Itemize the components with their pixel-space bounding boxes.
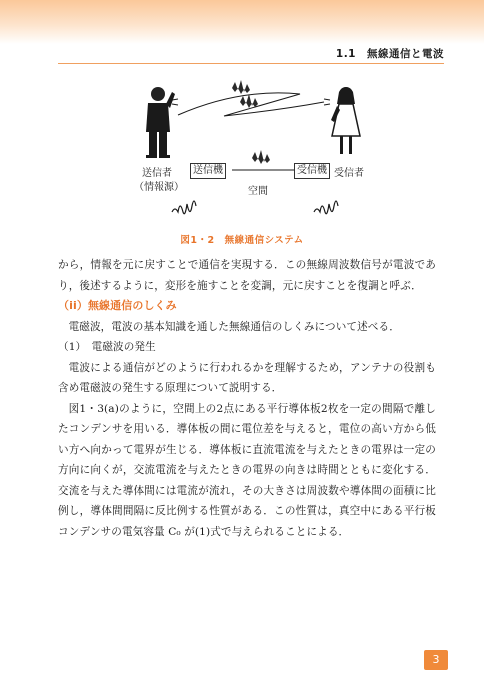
sender-sublabel: （情報源） (134, 182, 184, 193)
receiver-label: 受信者 (334, 168, 364, 179)
transmitter-box: 送信機 (190, 163, 226, 179)
baseband-wave-icon (172, 201, 338, 214)
modulated-signal-icon (232, 80, 270, 164)
page-number: 3 (424, 650, 448, 670)
subsection-heading: （1） 電磁波の発生 (58, 341, 156, 353)
figure-caption: 図1・2 無線通信システム (180, 235, 304, 246)
paragraph-3: 電波による通信がどのように行われるかを理解するため，アンテナの役割も含め電磁波の発生する原理について説明する． (58, 361, 436, 394)
space-label: 空間 (248, 186, 268, 197)
receiver-device-box: 受信機 (294, 163, 330, 179)
paragraph-4: 図1・3(a)のように，空間上の2点にある平行導体板2枚を一定の間隔で離したコンデンサを用いる．導体板の間に電位差を与えると，電位の高い方から低い方へ向かって電界が生じる．導体板に直流電流を与えたときの電界は一定の方向に向くが，交流電流を与えたときの電界の向きは時間とともに変化する．交流を与えた導体間には電流が流れ，その大きさは周波数や導体間の面積に比例し，導体間間隔に反比例する性質がある．この性質は，真空中にある平行板コンデンサの電気容量 C₀ が(1)式で与えられることによる． (58, 402, 436, 538)
body-text (58, 255, 436, 542)
figure-wireless-system (0, 70, 484, 250)
running-header: 1.1 無線通信と電波 (335, 48, 444, 60)
header-rule (58, 63, 444, 64)
paragraph-1: から，情報を元に戻すことで通信を実現する．この無線周波数信号が電波であり，後述するように，変形を施すことを変調，元に戻すことを復調と呼ぶ． (58, 259, 436, 292)
figure-illustration (0, 70, 484, 250)
paragraph-2: 電磁波，電波の基本知識を通した無線通信のしくみについて述べる． (68, 320, 400, 333)
section-heading: （ii）無線通信のしくみ (58, 299, 177, 312)
receiver-person-icon (331, 87, 360, 154)
header-band (0, 0, 484, 44)
sender-person-icon (146, 87, 175, 158)
sender-label: 送信者 (142, 168, 172, 179)
